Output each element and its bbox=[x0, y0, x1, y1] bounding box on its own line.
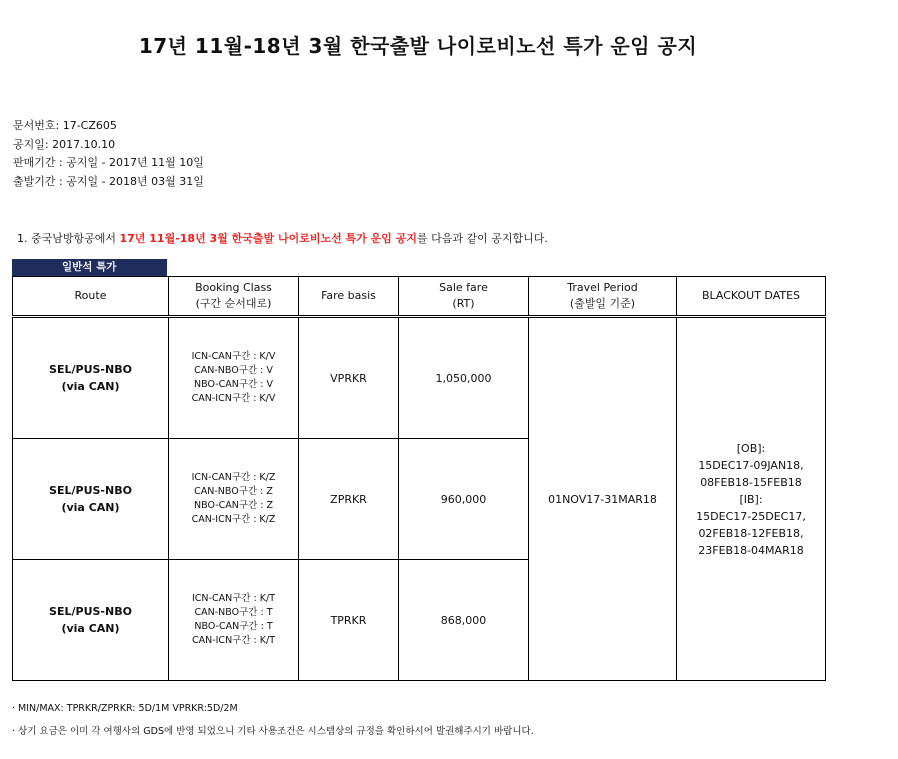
section-tab: 일반석 특가 bbox=[12, 259, 167, 276]
booking-line: ICN-CAN구간 : K/V bbox=[191, 351, 276, 362]
header-booking-class bbox=[169, 277, 299, 317]
route-line2: (via CAN) bbox=[61, 380, 120, 393]
header-travel-line1: Travel Period bbox=[567, 281, 638, 294]
fare-basis-cell: TPRKR bbox=[299, 560, 399, 681]
route-line2: (via CAN) bbox=[61, 501, 120, 514]
intro-suffix: 를 다음과 같이 공지합니다. bbox=[416, 232, 548, 245]
blackout-cell bbox=[677, 317, 826, 681]
intro-sentence bbox=[17, 230, 548, 246]
travel-period-cell: 01NOV17-31MAR18 bbox=[529, 317, 677, 681]
footnotes bbox=[12, 697, 534, 743]
booking-line: NBO-CAN구간 : V bbox=[194, 379, 273, 390]
header-travel-line2: (출발일 기준) bbox=[569, 297, 636, 310]
page-title: 17년 11월-18년 3월 한국출발 나이로비노선 특가 운임 공지 bbox=[138, 34, 698, 58]
sale-period: 판매기간 : 공지일 - 2017년 11월 10일 bbox=[13, 156, 204, 169]
header-travel-period bbox=[529, 277, 677, 317]
blackout-line: 08FEB18-15FEB18 bbox=[700, 475, 802, 489]
blackout-line: 15DEC17-25DEC17, bbox=[696, 509, 806, 523]
intro-highlight: 17년 11월-18년 3월 한국출발 나이로비노선 특가 운임 공지 bbox=[119, 232, 417, 245]
booking-line: CAN-NBO구간 : V bbox=[194, 365, 273, 376]
notice-date: 공지일: 2017.10.10 bbox=[13, 137, 116, 151]
route-cell bbox=[13, 560, 169, 681]
table-row bbox=[13, 317, 826, 439]
route-cell bbox=[13, 439, 169, 560]
booking-cell bbox=[169, 560, 299, 681]
doc-number: 문서번호: 17-CZ605 bbox=[13, 119, 117, 132]
sale-fare-cell: 960,000 bbox=[399, 439, 529, 560]
header-fare-basis: Fare basis bbox=[299, 277, 399, 317]
header-row bbox=[13, 277, 826, 317]
header-route: Route bbox=[13, 277, 169, 317]
footnote: · 상기 요금은 이미 각 여행사의 GDS에 반영 되었으니 기타 사용조건은 시스템상의 규정을 확인하시어 발권해주시기 바랍니다. bbox=[12, 726, 534, 737]
intro-prefix: 1. 중국남방항공에서 bbox=[17, 232, 120, 245]
route-line1: SEL/PUS-NBO bbox=[49, 363, 132, 376]
booking-line: CAN-ICN구간 : K/Z bbox=[191, 514, 276, 525]
route-line1: SEL/PUS-NBO bbox=[49, 484, 132, 497]
sale-fare-cell: 868,000 bbox=[399, 560, 529, 681]
route-cell bbox=[13, 317, 169, 439]
booking-cell bbox=[169, 439, 299, 560]
booking-line: NBO-CAN구간 : Z bbox=[194, 500, 273, 511]
booking-line: CAN-NBO구간 : T bbox=[194, 607, 273, 618]
document-meta bbox=[13, 117, 204, 191]
header-blackout: BLACKOUT DATES bbox=[677, 277, 826, 317]
booking-line: CAN-ICN구간 : K/T bbox=[191, 635, 276, 646]
blackout-line: [IB]: bbox=[739, 492, 763, 506]
header-sale-fare bbox=[399, 277, 529, 317]
booking-line: NBO-CAN구간 : T bbox=[194, 621, 273, 632]
fare-table bbox=[12, 276, 826, 681]
route-line1: SEL/PUS-NBO bbox=[49, 605, 132, 618]
booking-line: CAN-ICN구간 : K/V bbox=[191, 393, 276, 404]
travel-period: 출발기간 : 공지일 - 2018년 03월 31일 bbox=[13, 174, 204, 188]
blackout-line: 15DEC17-09JAN18, bbox=[698, 458, 804, 472]
route-line2: (via CAN) bbox=[61, 622, 120, 635]
header-sale-line2: (RT) bbox=[452, 297, 475, 310]
fare-basis-cell: ZPRKR bbox=[299, 439, 399, 560]
header-booking-line1: Booking Class bbox=[195, 281, 272, 294]
blackout-line: 02FEB18-12FEB18, bbox=[698, 526, 804, 540]
header-booking-line2: (구간 순서대로) bbox=[195, 297, 272, 310]
booking-line: CAN-NBO구간 : Z bbox=[194, 486, 273, 497]
footnote: · MIN/MAX: TPRKR/ZPRKR: 5D/1M VPRKR:5D/2M bbox=[12, 703, 238, 714]
header-sale-line1: Sale fare bbox=[439, 281, 488, 294]
blackout-line: 23FEB18-04MAR18 bbox=[698, 543, 804, 557]
sale-fare-cell: 1,050,000 bbox=[399, 317, 529, 439]
booking-cell bbox=[169, 317, 299, 439]
booking-line: ICN-CAN구간 : K/Z bbox=[191, 472, 276, 483]
fare-basis-cell: VPRKR bbox=[299, 317, 399, 439]
booking-line: ICN-CAN구간 : K/T bbox=[191, 593, 276, 604]
blackout-line: [OB]: bbox=[736, 441, 766, 455]
